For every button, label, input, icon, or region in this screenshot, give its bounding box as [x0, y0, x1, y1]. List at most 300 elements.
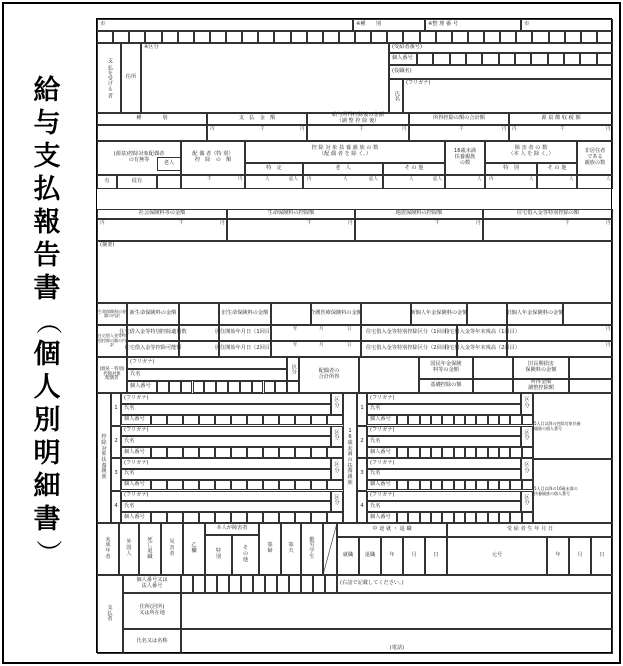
payer-digit-box[interactable]: [301, 575, 313, 593]
family-name[interactable]: [367, 436, 521, 447]
spouse-digit-box[interactable]: [216, 381, 228, 393]
taisho-line: の有無等: [128, 157, 150, 163]
digit-box[interactable]: [532, 31, 548, 43]
status-column[interactable]: [161, 523, 183, 575]
family-furigana[interactable]: [367, 458, 521, 469]
family-digit-box[interactable]: [263, 415, 279, 426]
payer-digit-box[interactable]: [325, 575, 337, 593]
payee-name-input[interactable]: [403, 79, 613, 113]
payee-address-input[interactable]: [141, 43, 389, 113]
family-name[interactable]: [367, 404, 521, 415]
family-digit-box[interactable]: [408, 415, 419, 426]
jutaku-header: [483, 209, 613, 219]
family-digit-box[interactable]: [476, 447, 487, 458]
status-column[interactable]: [139, 523, 161, 575]
family-digit-box[interactable]: [231, 480, 247, 491]
family-digit-box[interactable]: [231, 415, 247, 426]
family-digit-box[interactable]: [510, 447, 521, 458]
digit-box[interactable]: [549, 31, 565, 43]
kojin-digit-box[interactable]: [580, 53, 596, 65]
kojin-digit-box[interactable]: [548, 53, 564, 65]
status-column[interactable]: [183, 523, 205, 575]
en-mark: 円: [606, 343, 611, 348]
family-digit-box[interactable]: [420, 512, 431, 523]
family-digit-box[interactable]: [215, 512, 231, 523]
yu-cell[interactable]: [97, 175, 117, 189]
family-digit-box[interactable]: [199, 512, 215, 523]
tsuki-cell[interactable]: [569, 537, 591, 575]
payer-digit-box[interactable]: [193, 575, 205, 593]
rojin-value[interactable]: [157, 175, 181, 189]
family-digit-box[interactable]: [311, 415, 327, 426]
shubetsu-header: [97, 113, 207, 125]
seimei-value[interactable]: [227, 219, 355, 241]
family-digit-box[interactable]: [442, 415, 453, 426]
br-label: 居住開始年月日（1回目）: [214, 329, 276, 336]
family-digit-box[interactable]: [454, 480, 465, 491]
family-name[interactable]: [121, 404, 331, 415]
family-digit-box[interactable]: [215, 480, 231, 491]
br-cell: [411, 303, 467, 325]
digit-box[interactable]: [291, 31, 307, 43]
digit-box[interactable]: [194, 31, 210, 43]
family-digit-box[interactable]: [510, 415, 521, 426]
status-column[interactable]: [97, 523, 119, 575]
hi-cell[interactable]: [425, 537, 447, 575]
status-column[interactable]: [259, 523, 281, 575]
family-digit-box[interactable]: [397, 512, 408, 523]
family-digit-box[interactable]: [397, 480, 408, 491]
city-field[interactable]: [97, 19, 353, 31]
family-name[interactable]: [367, 501, 521, 512]
payer-digit-box[interactable]: [229, 575, 241, 593]
family-digit-box[interactable]: [454, 415, 465, 426]
br-value[interactable]: [467, 303, 507, 325]
tekiyo-field[interactable]: [97, 241, 613, 303]
digit-box[interactable]: [307, 31, 323, 43]
family-digit-box[interactable]: [454, 512, 465, 523]
kojin-label-cell: [389, 53, 417, 65]
digit-box[interactable]: [452, 31, 468, 43]
family-digit-box[interactable]: [295, 447, 311, 458]
family-digit-box[interactable]: [465, 415, 476, 426]
payer-number-boxes[interactable]: [181, 575, 337, 593]
family-kubun[interactable]: [331, 491, 343, 513]
family-kubun[interactable]: [331, 458, 343, 480]
family-kubun[interactable]: [521, 458, 533, 480]
kyu-nenkin-value[interactable]: [569, 357, 613, 379]
family-digit-box[interactable]: [311, 480, 327, 491]
family-digit-box[interactable]: [454, 447, 465, 458]
shubetsu-value[interactable]: [97, 125, 207, 141]
payer-side-char: 払: [107, 610, 113, 617]
br-value[interactable]: [563, 303, 613, 325]
family-digit-box[interactable]: [167, 480, 183, 491]
kojin-label: 個人番号: [392, 55, 413, 62]
digit-box[interactable]: [323, 31, 339, 43]
hi-text: 日: [433, 552, 439, 559]
family-digit-box[interactable]: [247, 415, 263, 426]
kojin-digit-box[interactable]: [450, 53, 466, 65]
family-digit-box[interactable]: [522, 512, 533, 523]
family-digit-box[interactable]: [263, 480, 279, 491]
kokumin-value[interactable]: [473, 357, 513, 379]
report-form: [96, 18, 612, 653]
family-kubun[interactable]: [331, 393, 343, 415]
family-digit-box[interactable]: [397, 415, 408, 426]
br-value[interactable]: [361, 303, 411, 325]
family-digit-box[interactable]: [151, 512, 167, 523]
family-digit-box[interactable]: [295, 512, 311, 523]
family-digit-box[interactable]: [431, 415, 442, 426]
digit-box[interactable]: [565, 31, 581, 43]
jishin-text: 地震保険料の控除額: [395, 210, 443, 217]
family-digit-box[interactable]: [311, 512, 327, 523]
family-digit-box[interactable]: [151, 480, 167, 491]
family-kubun[interactable]: [521, 426, 533, 448]
note1-cell[interactable]: [533, 393, 613, 459]
family-digit-box[interactable]: [488, 480, 499, 491]
family-digit-box[interactable]: [279, 512, 295, 523]
nen-cell[interactable]: [547, 537, 569, 575]
family-digit-box[interactable]: [199, 447, 215, 458]
spouse-line: (源泉・特別): [99, 366, 125, 372]
family-digit-box[interactable]: [279, 415, 295, 426]
family-digit-box[interactable]: [311, 447, 327, 458]
status-column[interactable]: [301, 523, 323, 575]
spouse-line: 配偶者: [105, 376, 119, 382]
spouse-digit-box[interactable]: [204, 381, 216, 393]
family-digit-box[interactable]: [151, 447, 167, 458]
family-digit-box[interactable]: [167, 512, 183, 523]
diagonal-cell: [323, 523, 337, 575]
payer-digit-box[interactable]: [205, 575, 217, 593]
digit-box[interactable]: [226, 31, 242, 43]
br-value[interactable]: [271, 303, 311, 325]
br-value[interactable]: [179, 303, 219, 325]
family-digit-box[interactable]: [295, 480, 311, 491]
shiharai-value[interactable]: [207, 125, 307, 141]
kojin-digit-box[interactable]: [597, 53, 613, 65]
kojin-digit-box[interactable]: [417, 53, 433, 65]
kyuyo-shotoku-value[interactable]: [307, 125, 409, 141]
sai16-header: [445, 141, 485, 175]
br-value[interactable]: [507, 325, 613, 341]
title-char: 告: [33, 240, 61, 271]
tokutei-header: [245, 163, 303, 175]
spouse-digit-box[interactable]: [157, 381, 169, 393]
family-digit-box[interactable]: [199, 415, 215, 426]
taishoku-cell[interactable]: [359, 537, 381, 575]
hikyo-line: 非居住者: [584, 148, 606, 155]
family-digit-box[interactable]: [510, 512, 521, 523]
payer-digit-box[interactable]: [313, 575, 325, 593]
family-digit-box[interactable]: [442, 480, 453, 491]
family-digit-box[interactable]: [442, 447, 453, 458]
family-name[interactable]: [121, 501, 331, 512]
juu-cell[interactable]: [117, 175, 157, 189]
family-furigana[interactable]: [367, 426, 521, 437]
shakai-value[interactable]: [97, 219, 227, 241]
family-digit-box[interactable]: [420, 480, 431, 491]
family-digit-box[interactable]: [431, 447, 442, 458]
kojin-digit-box[interactable]: [466, 53, 482, 65]
br-label: 居住開始年月日（2回目）: [214, 345, 276, 352]
family-digit-box[interactable]: [499, 480, 510, 491]
spouse-kojin-boxes[interactable]: [157, 381, 299, 393]
family-digit-box[interactable]: [442, 512, 453, 523]
payer-digit-box[interactable]: [253, 575, 265, 593]
kojin-number-boxes[interactable]: [417, 53, 613, 65]
shimei-label: 氏名: [370, 470, 381, 477]
payer-digit-box[interactable]: [289, 575, 301, 593]
family-digit-box[interactable]: [327, 415, 343, 426]
payer-kojin-line: 法人番号: [141, 583, 163, 589]
digit-box[interactable]: [371, 31, 387, 43]
payer-digit-box[interactable]: [265, 575, 277, 593]
uchi-mark: 内: [307, 177, 312, 182]
payer-name-input[interactable]: [181, 629, 613, 654]
shotokukin-value[interactable]: [569, 379, 613, 393]
family-digit-box[interactable]: [431, 512, 442, 523]
status-column[interactable]: [281, 523, 301, 575]
family-digit-box[interactable]: [263, 512, 279, 523]
digit-box-row[interactable]: [97, 31, 613, 43]
digit-box[interactable]: [597, 31, 613, 43]
family-digit-box[interactable]: [183, 512, 199, 523]
family-digit-box[interactable]: [522, 480, 533, 491]
family-digit-box[interactable]: [499, 447, 510, 458]
family-kubun[interactable]: [331, 426, 343, 448]
family-furigana[interactable]: [367, 491, 521, 502]
family-digit-box[interactable]: [488, 512, 499, 523]
family-digit-box[interactable]: [522, 447, 533, 458]
spouse-digit-box[interactable]: [169, 381, 181, 393]
family-digit-box[interactable]: [327, 447, 343, 458]
family-digit-box[interactable]: [465, 480, 476, 491]
yu-text: 有: [104, 178, 110, 185]
digit-box[interactable]: [468, 31, 484, 43]
digit-box[interactable]: [210, 31, 226, 43]
spouse-digit-box[interactable]: [275, 381, 287, 393]
yakushoku-field[interactable]: [389, 65, 613, 79]
family-digit-box[interactable]: [167, 447, 183, 458]
family-name[interactable]: [121, 436, 331, 447]
payer-digit-box[interactable]: [277, 575, 289, 593]
family-digit-box[interactable]: [279, 480, 295, 491]
family-digit-box[interactable]: [476, 512, 487, 523]
furigana-label: (フリガナ): [130, 359, 155, 366]
family-digit-box[interactable]: [247, 512, 263, 523]
family-digit-box[interactable]: [327, 512, 343, 523]
payer-address-input[interactable]: [181, 593, 613, 629]
family-name[interactable]: [121, 469, 331, 480]
family-furigana[interactable]: [121, 426, 331, 437]
shimei-label: 氏名: [130, 371, 141, 378]
digit-box[interactable]: [420, 31, 436, 43]
family-digit-box[interactable]: [488, 415, 499, 426]
family-digit-box[interactable]: [420, 415, 431, 426]
digit-box[interactable]: [339, 31, 355, 43]
jishin-value[interactable]: [355, 219, 483, 241]
status-sub-sonota[interactable]: [232, 535, 259, 575]
jutaku-text: 住宅借入金等特別控除の額: [516, 210, 580, 217]
family-name[interactable]: [367, 469, 521, 480]
family-kubun[interactable]: [521, 491, 533, 513]
kojin-digit-box[interactable]: [433, 53, 449, 65]
family-digit-box[interactable]: [420, 447, 431, 458]
br-value[interactable]: [179, 341, 219, 357]
family-kubun[interactable]: [521, 393, 533, 415]
shimei-label: 氏名: [370, 405, 381, 412]
family-digit-box[interactable]: [199, 480, 215, 491]
jutaku-value[interactable]: [483, 219, 613, 241]
kojin-digit-box[interactable]: [531, 53, 547, 65]
kubun-char: 分: [524, 467, 530, 474]
spouse-digit-box[interactable]: [193, 381, 205, 393]
spouse-digit-box[interactable]: [240, 381, 252, 393]
status-column[interactable]: [119, 523, 139, 575]
kojin-digit-box[interactable]: [515, 53, 531, 65]
family-digit-box[interactable]: [215, 447, 231, 458]
tsuki-text: 月: [411, 552, 417, 559]
spouse-digit-box[interactable]: [181, 381, 193, 393]
digit-box[interactable]: [484, 31, 500, 43]
family-digit-box[interactable]: [499, 415, 510, 426]
spouse-name[interactable]: [127, 369, 287, 381]
family-digit-box[interactable]: [476, 415, 487, 426]
br-value[interactable]: [507, 341, 613, 357]
br-label: 住宅借入金等特別控除適用数: [119, 329, 187, 336]
digit-box[interactable]: [258, 31, 274, 43]
status-sub-tokubetsu[interactable]: [205, 535, 232, 575]
family-digit-box[interactable]: [408, 480, 419, 491]
family-furigana[interactable]: [121, 491, 331, 502]
tsuki-cell[interactable]: [403, 537, 425, 575]
rojin-header: [157, 157, 181, 171]
family-digit-box[interactable]: [295, 415, 311, 426]
digit-box[interactable]: [145, 31, 161, 43]
family-digit-box[interactable]: [476, 480, 487, 491]
digit-box[interactable]: [178, 31, 194, 43]
note2-cell[interactable]: [533, 459, 613, 523]
family-digit-box[interactable]: [263, 447, 279, 458]
payer-digit-box[interactable]: [217, 575, 229, 593]
kojin-digit-box[interactable]: [482, 53, 498, 65]
haigusha-shotoku-value[interactable]: [359, 357, 419, 393]
br-cell: [444, 325, 520, 341]
family-furigana[interactable]: [121, 458, 331, 469]
family-digit-box[interactable]: [431, 480, 442, 491]
digit-box[interactable]: [516, 31, 532, 43]
rojin2-text: 老 人: [335, 165, 351, 172]
spouse-digit-box[interactable]: [264, 381, 276, 393]
hi-cell[interactable]: [591, 537, 613, 575]
family-furigana[interactable]: [121, 393, 331, 404]
family-digit-box[interactable]: [510, 480, 521, 491]
rojin2-header: [303, 163, 383, 175]
br-label: 住宅借入金等特別控除の額の内訳: [98, 333, 126, 348]
br-cell: [119, 325, 187, 341]
jukyusha-number-field[interactable]: [389, 43, 613, 53]
shushoku-cell[interactable]: [337, 537, 359, 575]
spouse-digit-box[interactable]: [287, 381, 299, 393]
city2-field[interactable]: [521, 19, 613, 31]
sen-mark: 千: [435, 221, 440, 226]
haigusha-value[interactable]: [181, 175, 245, 189]
kiso-value[interactable]: [473, 379, 513, 393]
family-digit-box[interactable]: [279, 447, 295, 458]
family-digit-box[interactable]: [231, 512, 247, 523]
family-digit-box[interactable]: [488, 447, 499, 458]
payer-digit-box[interactable]: [241, 575, 253, 593]
family-digit-box[interactable]: [183, 480, 199, 491]
family-digit-box[interactable]: [408, 447, 419, 458]
family-digit-box[interactable]: [183, 447, 199, 458]
br-value[interactable]: [179, 325, 219, 341]
kyu-line: 旧長期損害: [528, 361, 554, 368]
family-digit-box[interactable]: [327, 480, 343, 491]
digit-box[interactable]: [581, 31, 597, 43]
digit-box[interactable]: [387, 31, 403, 43]
digit-box[interactable]: [403, 31, 419, 43]
gengo-cell[interactable]: [447, 537, 547, 575]
kojin-label: 個人番号: [370, 513, 391, 520]
nin-mark: 人: [477, 177, 482, 182]
family-digit-box[interactable]: [247, 447, 263, 458]
family-digit-box[interactable]: [231, 447, 247, 458]
spouse-digit-box[interactable]: [228, 381, 240, 393]
digit-box[interactable]: [129, 31, 145, 43]
family-furigana[interactable]: [367, 393, 521, 404]
vertical-title: [12, 74, 82, 569]
digit-box[interactable]: [162, 31, 178, 43]
br-label: 旧生命保険料の金額: [221, 310, 269, 317]
digit-box[interactable]: [97, 31, 113, 43]
furigana-label: (フリガナ): [370, 427, 395, 434]
family-digit-box[interactable]: [167, 415, 183, 426]
side-char: 歳: [347, 439, 353, 446]
digit-box[interactable]: [355, 31, 371, 43]
digit-box[interactable]: [113, 31, 129, 43]
br-label: 生命保険料の金額の内訳: [98, 308, 126, 318]
spouse-digit-box[interactable]: [252, 381, 264, 393]
family-digit-box[interactable]: [247, 480, 263, 491]
spouse-kubun[interactable]: [287, 357, 299, 381]
family-digit-box[interactable]: [499, 512, 510, 523]
family-digit-box[interactable]: [465, 447, 476, 458]
family-digit-box[interactable]: [151, 415, 167, 426]
family-digit-box[interactable]: [183, 415, 199, 426]
nen-cell[interactable]: [381, 537, 403, 575]
kyuyo-line: 給与所得控除後の金額: [332, 112, 384, 119]
digit-box[interactable]: [274, 31, 290, 43]
digit-box[interactable]: [242, 31, 258, 43]
family-digit-box[interactable]: [408, 512, 419, 523]
seiri-field[interactable]: [425, 19, 521, 31]
kojin-digit-box[interactable]: [564, 53, 580, 65]
family-digit-box[interactable]: [465, 512, 476, 523]
family-digit-box[interactable]: [215, 415, 231, 426]
digit-box[interactable]: [436, 31, 452, 43]
family-digit-box[interactable]: [522, 415, 533, 426]
digit-box[interactable]: [500, 31, 516, 43]
family-digit-box[interactable]: [397, 447, 408, 458]
kojin-digit-box[interactable]: [499, 53, 515, 65]
payer-digit-box[interactable]: [181, 575, 193, 593]
spouse-furigana[interactable]: [127, 357, 287, 369]
kubun-field[interactable]: [353, 19, 425, 31]
